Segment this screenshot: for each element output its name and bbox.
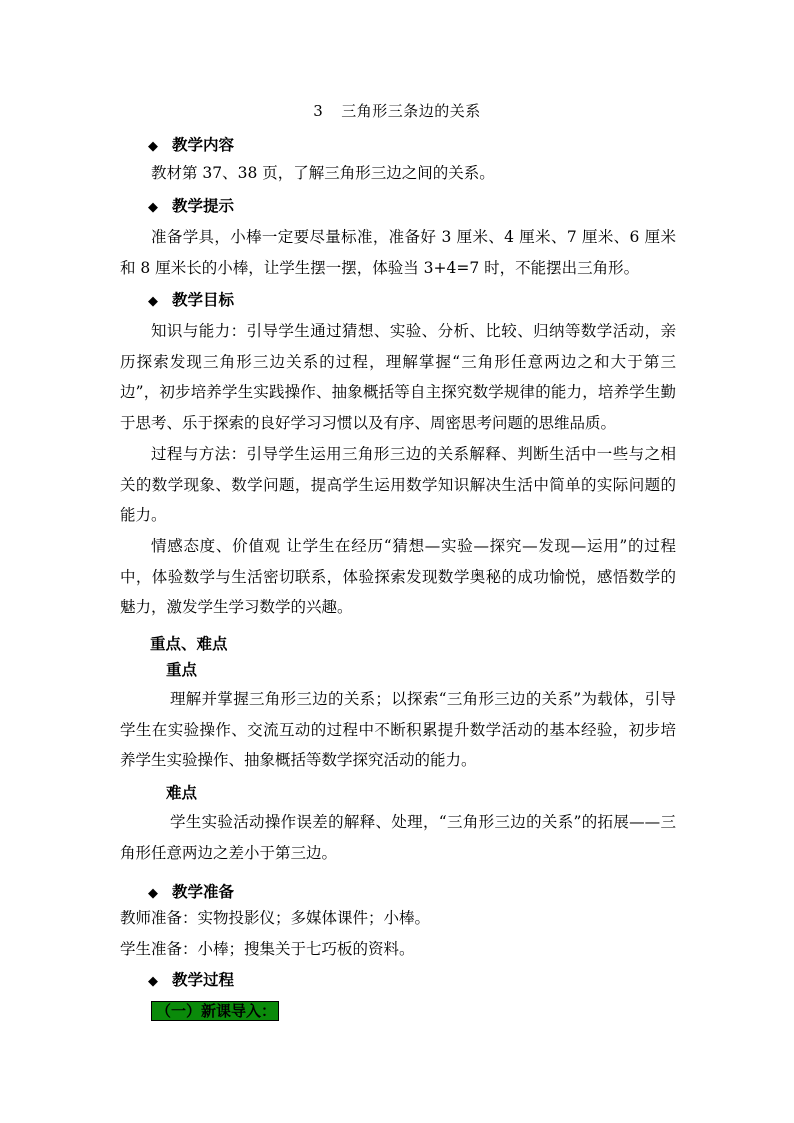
goals-process-text: 过程与方法：引导学生运用三角形三边的关系解释、判断生活中一些与之相关的数学现象、数学问题，提高学生运用数学知识解决生活中简单的实际问题的能力。 [120, 445, 676, 524]
difficult-point-label: 难点 [166, 783, 198, 802]
key-point-label: 重点 [166, 660, 198, 679]
diamond-bullet-icon: ◆ [148, 886, 158, 901]
student-prep-text: 学生准备：小棒；搜集关于七巧板的资料。 [120, 940, 415, 958]
section-heading-prep: ◆ 教学准备 [148, 882, 235, 901]
lesson-number: 3 [313, 102, 324, 120]
lesson-title: 三角形三条边的关系 [341, 102, 481, 120]
hint-text: 准备学具，小棒一定要尽量标准，准备好 3 厘米、4 厘米、7 厘米、6 厘米和 8 厘米长的小棒，让学生摆一摆，体验当 3+4=7 时，不能摆出三角形。 [120, 228, 676, 277]
diamond-bullet-icon: ◆ [148, 974, 158, 989]
diamond-bullet-icon: ◆ [148, 294, 158, 309]
content-text: 教材第 37、38 页，了解三角形三边之间的关系。 [151, 164, 495, 182]
section-heading-process: ◆ 教学过程 [148, 970, 235, 989]
diamond-bullet-icon: ◆ [148, 139, 158, 154]
section-heading-content: ◆ 教学内容 [148, 135, 235, 154]
teacher-prep-text: 教师准备：实物投影仪；多媒体课件；小棒。 [120, 909, 431, 927]
page-title [0, 100, 794, 121]
key-point-text: 理解并掌握三角形三边的关系；以探索“三角形三边的关系”为载体，引导学生在实验操作、交流互动的过程中不断积累提升数学活动的基本经验，初步培养学生实验操作、抽象概括等数学探究活动的能力。 [120, 690, 676, 769]
key-points-heading: 重点、难点 [150, 634, 228, 653]
difficult-point-text: 学生实验活动操作误差的解释、处理，“三角形三边的关系”的拓展——三角形任意两边之差小于第三边。 [120, 813, 676, 862]
goals-emotion-text: 情感态度、价值观 让学生在经历“猜想—实验—探究—发现—运用”的过程中，体验数学与生活密切联系，体验探索发现数学奥秘的成功愉悦，感悟数学的魅力，激发学生学习数学的兴趣。 [120, 537, 676, 616]
section-heading-goals: ◆ 教学目标 [148, 290, 235, 309]
section-heading-hint: ◆ 教学提示 [148, 196, 235, 215]
step-intro-highlight: （一）新课导入： [151, 1001, 279, 1021]
diamond-bullet-icon: ◆ [148, 200, 158, 215]
goals-knowledge-text: 知识与能力：引导学生通过猜想、实验、分析、比较、归纳等数学活动，亲历探索发现三角形三边关系的过程，理解掌握“三角形任意两边之和大于第三边”，初步培养学生实践操作、抽象概括等自主探究数学规律的能力，培养学生勤于思考、乐于探索的良好学习习惯以及有序、周密思考问题的思维品质。 [120, 322, 676, 432]
